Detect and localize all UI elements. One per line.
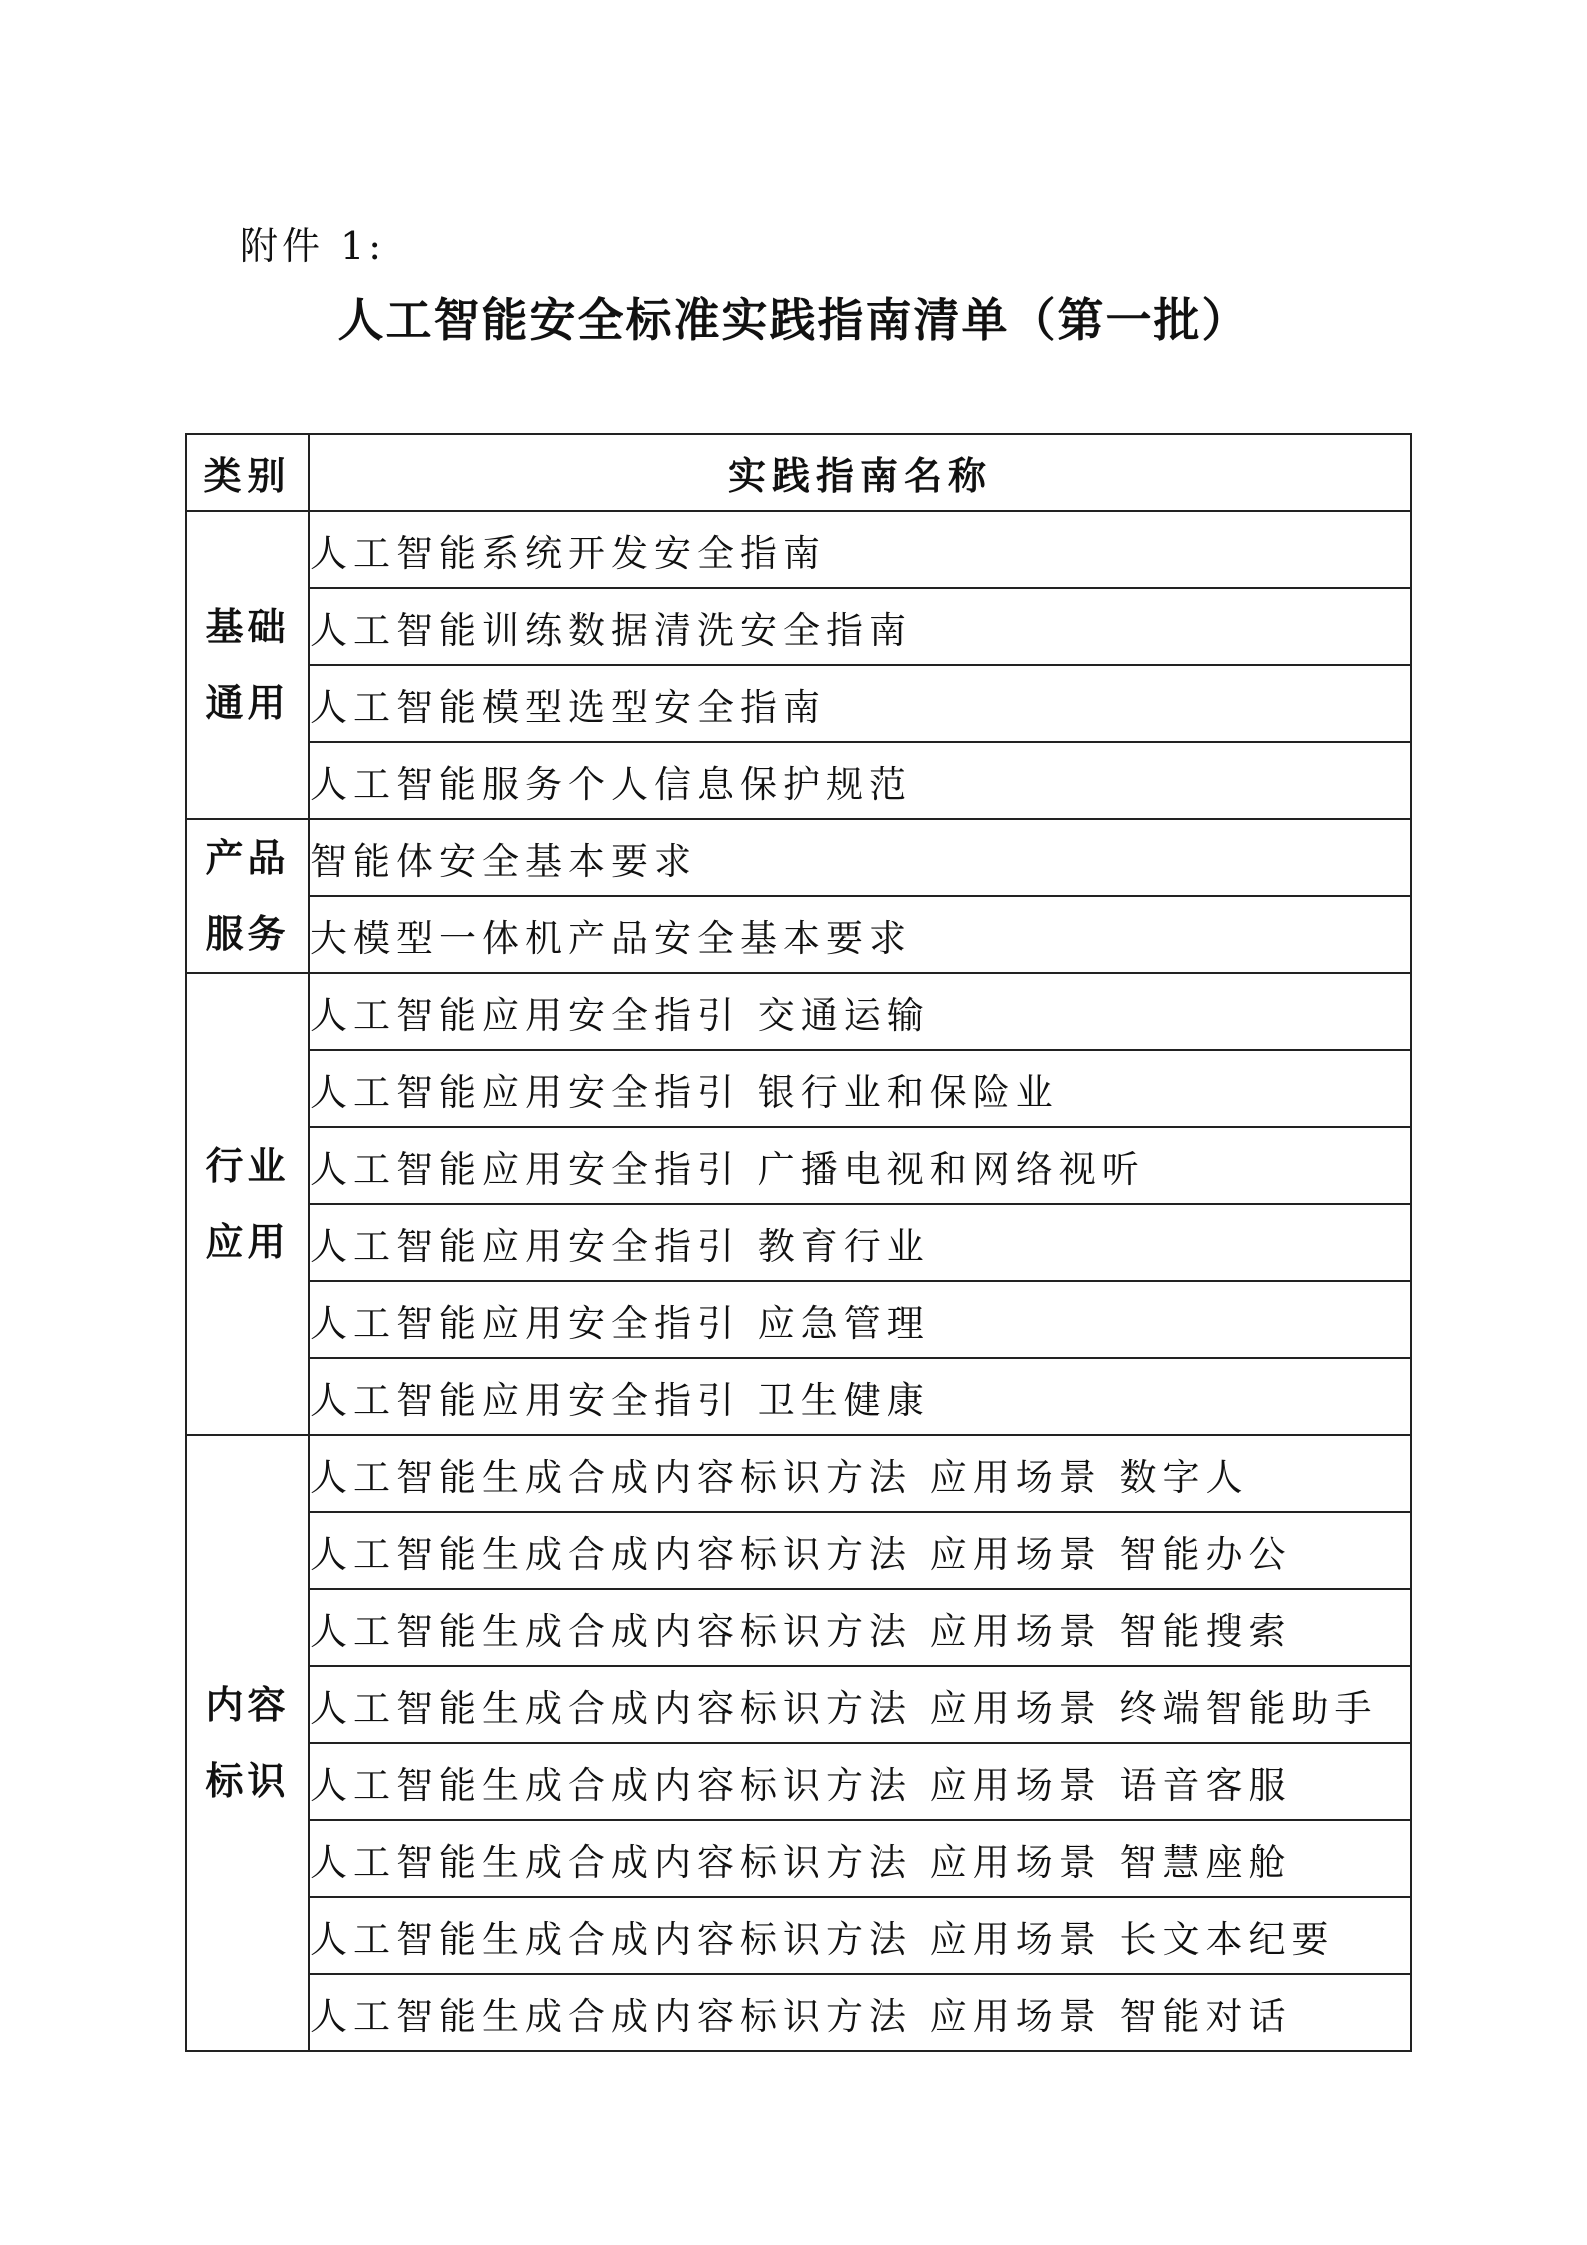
table-header-row xyxy=(186,434,1411,511)
category-label-line: 行业 xyxy=(205,1143,290,1188)
guide-name-cell: 人工智能应用安全指引 教育行业 xyxy=(309,1204,1411,1281)
category-label-line: 标识 xyxy=(205,1758,290,1803)
attachment-label: 附件 1: xyxy=(240,224,386,268)
category-label-line: 应用 xyxy=(205,1219,290,1264)
guide-list-table xyxy=(185,433,1412,2052)
guide-name-cell: 人工智能应用安全指引 广播电视和网络视听 xyxy=(309,1127,1411,1204)
guide-name-cell: 人工智能应用安全指引 卫生健康 xyxy=(309,1358,1411,1435)
category-cell-content-labeling xyxy=(186,1435,309,2051)
category-label-line: 通用 xyxy=(205,680,290,725)
guide-name-cell: 智能体安全基本要求 xyxy=(309,819,1411,896)
table-row xyxy=(186,896,1411,973)
guide-name-cell: 大模型一体机产品安全基本要求 xyxy=(309,896,1411,973)
table-row xyxy=(186,511,1411,588)
guide-name-cell: 人工智能应用安全指引 应急管理 xyxy=(309,1281,1411,1358)
table-row xyxy=(186,1050,1411,1127)
table-row xyxy=(186,1743,1411,1820)
category-cell-basic-general xyxy=(186,511,309,819)
table-row xyxy=(186,1127,1411,1204)
table-row xyxy=(186,1897,1411,1974)
category-label-line: 内容 xyxy=(205,1682,290,1727)
guide-name-cell: 人工智能训练数据清洗安全指南 xyxy=(309,588,1411,665)
table-row xyxy=(186,588,1411,665)
table-row xyxy=(186,1281,1411,1358)
guide-name-cell: 人工智能模型选型安全指南 xyxy=(309,665,1411,742)
name-column-header: 实践指南名称 xyxy=(309,434,1411,511)
category-label-line: 服务 xyxy=(205,911,290,956)
table-row xyxy=(186,1512,1411,1589)
category-cell-product-service xyxy=(186,819,309,973)
table-row xyxy=(186,1589,1411,1666)
guide-name-cell: 人工智能生成合成内容标识方法 应用场景 长文本纪要 xyxy=(309,1897,1411,1974)
guide-name-cell: 人工智能生成合成内容标识方法 应用场景 智慧座舱 xyxy=(309,1820,1411,1897)
table-row xyxy=(186,665,1411,742)
guide-name-cell: 人工智能应用安全指引 银行业和保险业 xyxy=(309,1050,1411,1127)
guide-name-cell: 人工智能生成合成内容标识方法 应用场景 语音客服 xyxy=(309,1743,1411,1820)
guide-name-cell: 人工智能服务个人信息保护规范 xyxy=(309,742,1411,819)
category-label-line: 产品 xyxy=(205,835,290,880)
guide-name-cell: 人工智能系统开发安全指南 xyxy=(309,511,1411,588)
table-row xyxy=(186,1358,1411,1435)
table-row xyxy=(186,819,1411,896)
guide-name-cell: 人工智能应用安全指引 交通运输 xyxy=(309,973,1411,1050)
table-row xyxy=(186,973,1411,1050)
table-row xyxy=(186,1820,1411,1897)
table-row xyxy=(186,1666,1411,1743)
guide-name-cell: 人工智能生成合成内容标识方法 应用场景 智能搜索 xyxy=(309,1589,1411,1666)
document-title: 人工智能安全标准实践指南清单（第一批） xyxy=(337,293,1250,347)
table-row xyxy=(186,742,1411,819)
category-column-header: 类别 xyxy=(186,434,309,511)
guide-name-cell: 人工智能生成合成内容标识方法 应用场景 终端智能助手 xyxy=(309,1666,1411,1743)
category-cell-industry-application xyxy=(186,973,309,1435)
category-label-line: 基础 xyxy=(205,604,290,649)
table-row xyxy=(186,1435,1411,1512)
guide-name-cell: 人工智能生成合成内容标识方法 应用场景 智能对话 xyxy=(309,1974,1411,2051)
table-row xyxy=(186,1204,1411,1281)
table-row xyxy=(186,1974,1411,2051)
guide-name-cell: 人工智能生成合成内容标识方法 应用场景 数字人 xyxy=(309,1435,1411,1512)
guide-name-cell: 人工智能生成合成内容标识方法 应用场景 智能办公 xyxy=(309,1512,1411,1589)
